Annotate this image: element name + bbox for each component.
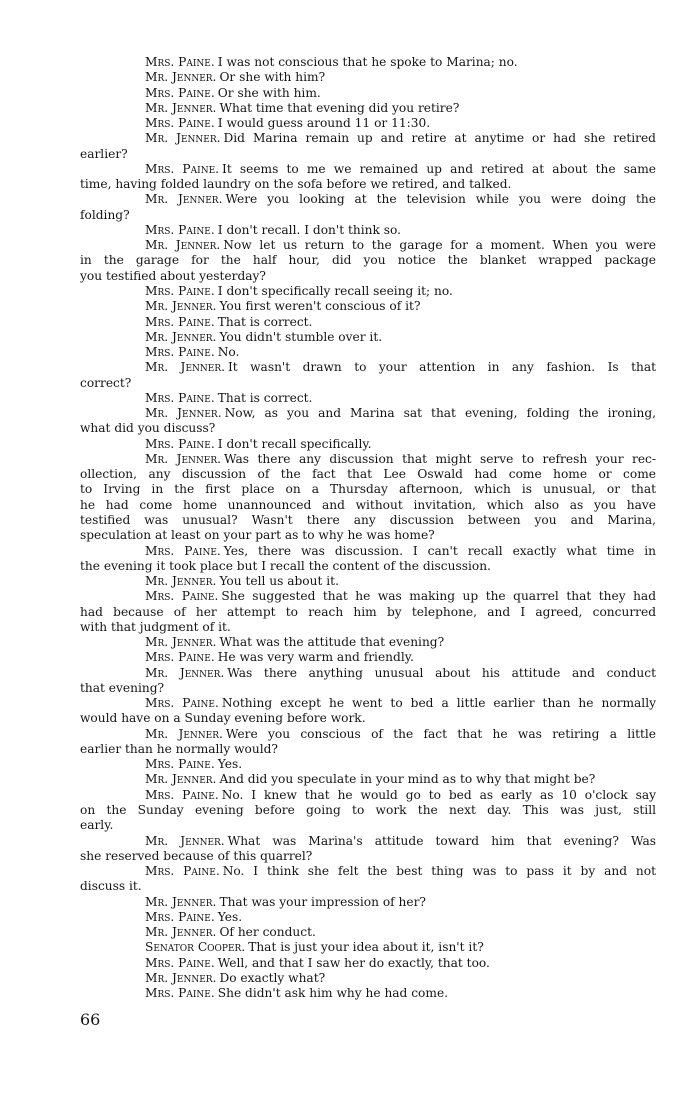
speaker-name: Mrs. Paine. bbox=[145, 283, 215, 298]
line-text: It wasn't drawn to your attention in any fashion. Is that bbox=[227, 360, 656, 375]
speaker-name: Mrs. Paine. bbox=[145, 85, 215, 100]
line-text: would have on a Sunday evening before work. bbox=[80, 711, 366, 726]
line-text: with that judgment of it. bbox=[80, 619, 231, 634]
speaker-name: Mrs. Paine. bbox=[145, 864, 220, 879]
text-line bbox=[80, 742, 656, 757]
speaker-name: Mr. Jenner. bbox=[145, 925, 217, 940]
speaker-name: Mr. Jenner. bbox=[145, 238, 221, 253]
text-line bbox=[80, 391, 656, 406]
testimony-paragraph bbox=[80, 635, 656, 650]
testimony-paragraph bbox=[80, 895, 656, 910]
testimony-paragraph bbox=[80, 70, 656, 85]
line-text: folding? bbox=[80, 207, 130, 222]
speaker-name: Mr. Jenner. bbox=[145, 100, 217, 115]
speaker-name: Mrs. Paine. bbox=[145, 222, 215, 237]
testimony-paragraph bbox=[80, 162, 656, 193]
text-line bbox=[80, 956, 656, 971]
text-line bbox=[80, 421, 656, 436]
speaker-name: Mr. Jenner. bbox=[145, 635, 217, 650]
speaker-name: Mrs. Paine. bbox=[145, 55, 215, 69]
text-line bbox=[80, 711, 656, 726]
text-line bbox=[80, 971, 656, 986]
testimony-paragraph bbox=[80, 971, 656, 986]
testimony-paragraph bbox=[80, 315, 656, 330]
line-text: It seems to me we remained up and retired at about the same bbox=[222, 161, 656, 176]
speaker-name: Senator Cooper. bbox=[145, 940, 246, 955]
line-text: the evening it took place but I recall the content of the discussion. bbox=[80, 558, 491, 573]
testimony-paragraph bbox=[80, 55, 656, 70]
text-line bbox=[80, 757, 656, 772]
testimony-paragraph bbox=[80, 238, 656, 284]
text-line bbox=[80, 666, 656, 681]
line-text: You first weren't conscious of it? bbox=[219, 299, 421, 314]
text-line bbox=[80, 147, 656, 162]
speaker-name: Mr. Jenner. bbox=[145, 360, 225, 375]
testimony-paragraph bbox=[80, 116, 656, 131]
text-line bbox=[80, 315, 656, 330]
testimony-paragraph bbox=[80, 574, 656, 589]
text-line bbox=[80, 727, 656, 742]
line-text: Yes. bbox=[217, 757, 243, 772]
text-line bbox=[80, 620, 656, 635]
text-line bbox=[80, 345, 656, 360]
line-text: on the Sunday evening before going to work the next day. This was just, still bbox=[80, 803, 656, 818]
speaker-name: Mr. Jenner. bbox=[145, 192, 223, 207]
text-line bbox=[80, 482, 656, 497]
text-line bbox=[80, 467, 656, 482]
line-text: ollection, any discussion of the fact that Lee Oswald had come home or come bbox=[80, 467, 656, 482]
line-text: I don't recall. I don't think so. bbox=[217, 222, 402, 237]
speaker-name: Mrs. Paine. bbox=[145, 757, 215, 772]
line-text: No. bbox=[217, 345, 240, 360]
text-line bbox=[80, 299, 656, 314]
line-text: Now let us return to the garage for a moment. When you were bbox=[223, 238, 657, 253]
text-line bbox=[80, 116, 656, 131]
testimony-paragraph bbox=[80, 956, 656, 971]
text-line bbox=[80, 910, 656, 925]
text-line bbox=[80, 834, 656, 849]
testimony-paragraph bbox=[80, 834, 656, 865]
text-line bbox=[80, 452, 656, 467]
text-line bbox=[80, 772, 656, 787]
speaker-name: Mr. Jenner. bbox=[145, 665, 225, 680]
line-text: Was there any discussion that might serve to refresh your rec- bbox=[224, 451, 656, 466]
line-text: Yes, there was discussion. I can't recall exactly what time in bbox=[223, 543, 656, 558]
testimony-paragraph bbox=[80, 757, 656, 772]
text-line bbox=[80, 498, 656, 513]
speaker-name: Mr. Jenner. bbox=[145, 451, 222, 466]
line-text: That is just your idea about it, isn't it? bbox=[248, 940, 484, 955]
line-text: testified was unusual? Wasn't there any discussion between you and Marina, bbox=[80, 512, 656, 527]
text-line bbox=[80, 681, 656, 696]
testimony-paragraph bbox=[80, 437, 656, 452]
speaker-name: Mr. Jenner. bbox=[145, 970, 217, 985]
text-line bbox=[80, 55, 656, 70]
page-number: 66 bbox=[80, 1010, 101, 1029]
line-text: You didn't stumble over it. bbox=[219, 329, 383, 344]
speaker-name: Mr. Jenner. bbox=[145, 131, 221, 146]
line-text: That is correct. bbox=[217, 390, 313, 405]
line-text: What time that evening did you retire? bbox=[219, 100, 460, 115]
line-text: he had come home unannounced and without invitation, which also as you have bbox=[80, 497, 656, 512]
text-line bbox=[80, 986, 656, 1001]
text-line bbox=[80, 849, 656, 864]
line-text: discuss it. bbox=[80, 879, 142, 894]
testimony-paragraph bbox=[80, 696, 656, 727]
speaker-name: Mrs. Paine. bbox=[145, 986, 215, 1001]
speaker-name: Mrs. Paine. bbox=[145, 589, 219, 604]
testimony-paragraph bbox=[80, 345, 656, 360]
speaker-name: Mr. Jenner. bbox=[145, 894, 217, 909]
speaker-name: Mrs. Paine. bbox=[145, 390, 215, 405]
text-line bbox=[80, 803, 656, 818]
line-text: that evening? bbox=[80, 680, 165, 695]
line-text: she reserved because of this quarrel? bbox=[80, 848, 313, 863]
text-line bbox=[80, 879, 656, 894]
transcript-body bbox=[80, 55, 656, 1001]
text-line bbox=[80, 177, 656, 192]
line-text: No. I knew that he would go to bed as early as 10 o'clock say bbox=[221, 787, 657, 802]
line-text: Of her conduct. bbox=[219, 925, 316, 940]
speaker-name: Mrs. Paine. bbox=[145, 345, 215, 360]
text-line bbox=[80, 818, 656, 833]
speaker-name: Mr. Jenner. bbox=[145, 772, 217, 787]
line-text: Nothing except he went to bed a little earlier than he normally bbox=[221, 696, 656, 711]
testimony-paragraph bbox=[80, 589, 656, 635]
line-text: Do exactly what? bbox=[219, 970, 326, 985]
text-line bbox=[80, 269, 656, 284]
text-line bbox=[80, 513, 656, 528]
testimony-paragraph bbox=[80, 391, 656, 406]
text-line bbox=[80, 635, 656, 650]
speaker-name: Mrs. Paine. bbox=[145, 650, 215, 665]
text-line bbox=[80, 940, 656, 955]
testimony-paragraph bbox=[80, 330, 656, 345]
line-text: Well, and that I saw her do exactly, that too. bbox=[217, 955, 490, 970]
line-text: early. bbox=[80, 818, 114, 833]
line-text: Was there anything unusual about his attitude and conduct bbox=[227, 665, 656, 680]
line-text: Yes. bbox=[217, 909, 243, 924]
speaker-name: Mr. Jenner. bbox=[145, 833, 225, 848]
text-line bbox=[80, 925, 656, 940]
line-text: you testified about yesterday? bbox=[80, 268, 266, 283]
speaker-name: Mr. Jenner. bbox=[145, 574, 217, 589]
text-line bbox=[80, 162, 656, 177]
line-text: had because of her attempt to reach him by telephone, and I agreed, concurred bbox=[80, 604, 656, 619]
testimony-paragraph bbox=[80, 666, 656, 697]
line-text: I was not conscious that he spoke to Marina; no. bbox=[217, 55, 518, 69]
line-text: I don't recall specifically. bbox=[217, 436, 372, 451]
testimony-paragraph bbox=[80, 86, 656, 101]
text-line bbox=[80, 696, 656, 711]
text-line bbox=[80, 788, 656, 803]
line-text: No. I think she felt the best thing was to pass it by and not bbox=[222, 864, 656, 879]
text-line bbox=[80, 406, 656, 421]
testimony-paragraph bbox=[80, 284, 656, 299]
text-line bbox=[80, 650, 656, 665]
line-text: Were you conscious of the fact that he was retiring a little bbox=[225, 726, 656, 741]
testimony-paragraph bbox=[80, 192, 656, 223]
testimony-paragraph bbox=[80, 650, 656, 665]
speaker-name: Mr. Jenner. bbox=[145, 299, 217, 314]
text-line bbox=[80, 131, 656, 146]
testimony-paragraph bbox=[80, 406, 656, 437]
line-text: correct? bbox=[80, 375, 132, 390]
text-line bbox=[80, 605, 656, 620]
testimony-paragraph bbox=[80, 864, 656, 895]
speaker-name: Mrs. Paine. bbox=[145, 116, 215, 131]
text-line bbox=[80, 360, 656, 375]
line-text: Or she with him. bbox=[217, 85, 321, 100]
line-text: You tell us about it. bbox=[219, 574, 339, 589]
line-text: Were you looking at the television while you were doing the bbox=[225, 192, 656, 207]
speaker-name: Mrs. Paine. bbox=[145, 787, 219, 802]
testimony-paragraph bbox=[80, 986, 656, 1001]
text-line bbox=[80, 437, 656, 452]
line-text: speculation at least on your part as to why he was home? bbox=[80, 528, 435, 543]
line-text: What was the attitude that evening? bbox=[219, 635, 445, 650]
text-line bbox=[80, 238, 656, 253]
line-text: Did Marina remain up and retire at anytime or had she retired bbox=[223, 131, 656, 146]
text-line bbox=[80, 544, 656, 559]
line-text: What was Marina's attitude toward him that evening? Was bbox=[227, 833, 656, 848]
testimony-paragraph bbox=[80, 360, 656, 391]
text-line bbox=[80, 86, 656, 101]
text-line bbox=[80, 101, 656, 116]
testimony-paragraph bbox=[80, 772, 656, 787]
speaker-name: Mr. Jenner. bbox=[145, 329, 217, 344]
testimony-paragraph bbox=[80, 544, 656, 575]
testimony-paragraph bbox=[80, 101, 656, 116]
line-text: She suggested that he was making up the quarrel that they had bbox=[221, 589, 656, 604]
text-line bbox=[80, 528, 656, 543]
line-text: And did you speculate in your mind as to why that might be? bbox=[219, 772, 596, 787]
text-line bbox=[80, 574, 656, 589]
text-line bbox=[80, 223, 656, 238]
line-text: That was your impression of her? bbox=[219, 894, 426, 909]
speaker-name: Mr. Jenner. bbox=[145, 726, 223, 741]
line-text: That is correct. bbox=[217, 314, 313, 329]
line-text: time, having folded laundry on the sofa before we retired, and talked. bbox=[80, 177, 512, 192]
speaker-name: Mrs. Paine. bbox=[145, 314, 215, 329]
line-text: earlier than he normally would? bbox=[80, 741, 278, 756]
line-text: She didn't ask him why he had come. bbox=[217, 986, 449, 1001]
line-text: I don't specifically recall seeing it; no. bbox=[217, 283, 453, 298]
text-line bbox=[80, 330, 656, 345]
speaker-name: Mr. Jenner. bbox=[145, 406, 222, 421]
speaker-name: Mrs. Paine. bbox=[145, 909, 215, 924]
testimony-paragraph bbox=[80, 925, 656, 940]
testimony-paragraph bbox=[80, 299, 656, 314]
testimony-paragraph bbox=[80, 223, 656, 238]
text-line bbox=[80, 208, 656, 223]
speaker-name: Mrs. Paine. bbox=[145, 436, 215, 451]
line-text: earlier? bbox=[80, 146, 128, 161]
line-text: in the garage for the half hour, did you notice the blanket wrapped package bbox=[80, 253, 656, 268]
line-text: Now, as you and Marina sat that evening, folding the ironing, bbox=[224, 406, 656, 421]
speaker-name: Mrs. Paine. bbox=[145, 543, 221, 558]
testimony-paragraph bbox=[80, 727, 656, 758]
text-line bbox=[80, 284, 656, 299]
testimony-paragraph bbox=[80, 452, 656, 544]
text-line bbox=[80, 895, 656, 910]
line-text: what did you discuss? bbox=[80, 421, 216, 436]
text-line bbox=[80, 192, 656, 207]
testimony-paragraph bbox=[80, 940, 656, 955]
line-text: I would guess around 11 or 11:30. bbox=[217, 116, 431, 131]
testimony-paragraph bbox=[80, 131, 656, 162]
text-line bbox=[80, 589, 656, 604]
speaker-name: Mrs. Paine. bbox=[145, 161, 220, 176]
text-line bbox=[80, 559, 656, 574]
speaker-name: Mr. Jenner. bbox=[145, 70, 217, 85]
text-line bbox=[80, 70, 656, 85]
testimony-paragraph bbox=[80, 788, 656, 834]
line-text: Or she with him? bbox=[219, 70, 326, 85]
text-line bbox=[80, 376, 656, 391]
speaker-name: Mrs. Paine. bbox=[145, 696, 219, 711]
line-text: to Irving in the first place on a Thursday afternoon, which is unusual, or that bbox=[80, 482, 656, 497]
speaker-name: Mrs. Paine. bbox=[145, 955, 215, 970]
testimony-paragraph bbox=[80, 910, 656, 925]
text-line bbox=[80, 253, 656, 268]
text-line bbox=[80, 864, 656, 879]
line-text: He was very warm and friendly. bbox=[217, 650, 414, 665]
